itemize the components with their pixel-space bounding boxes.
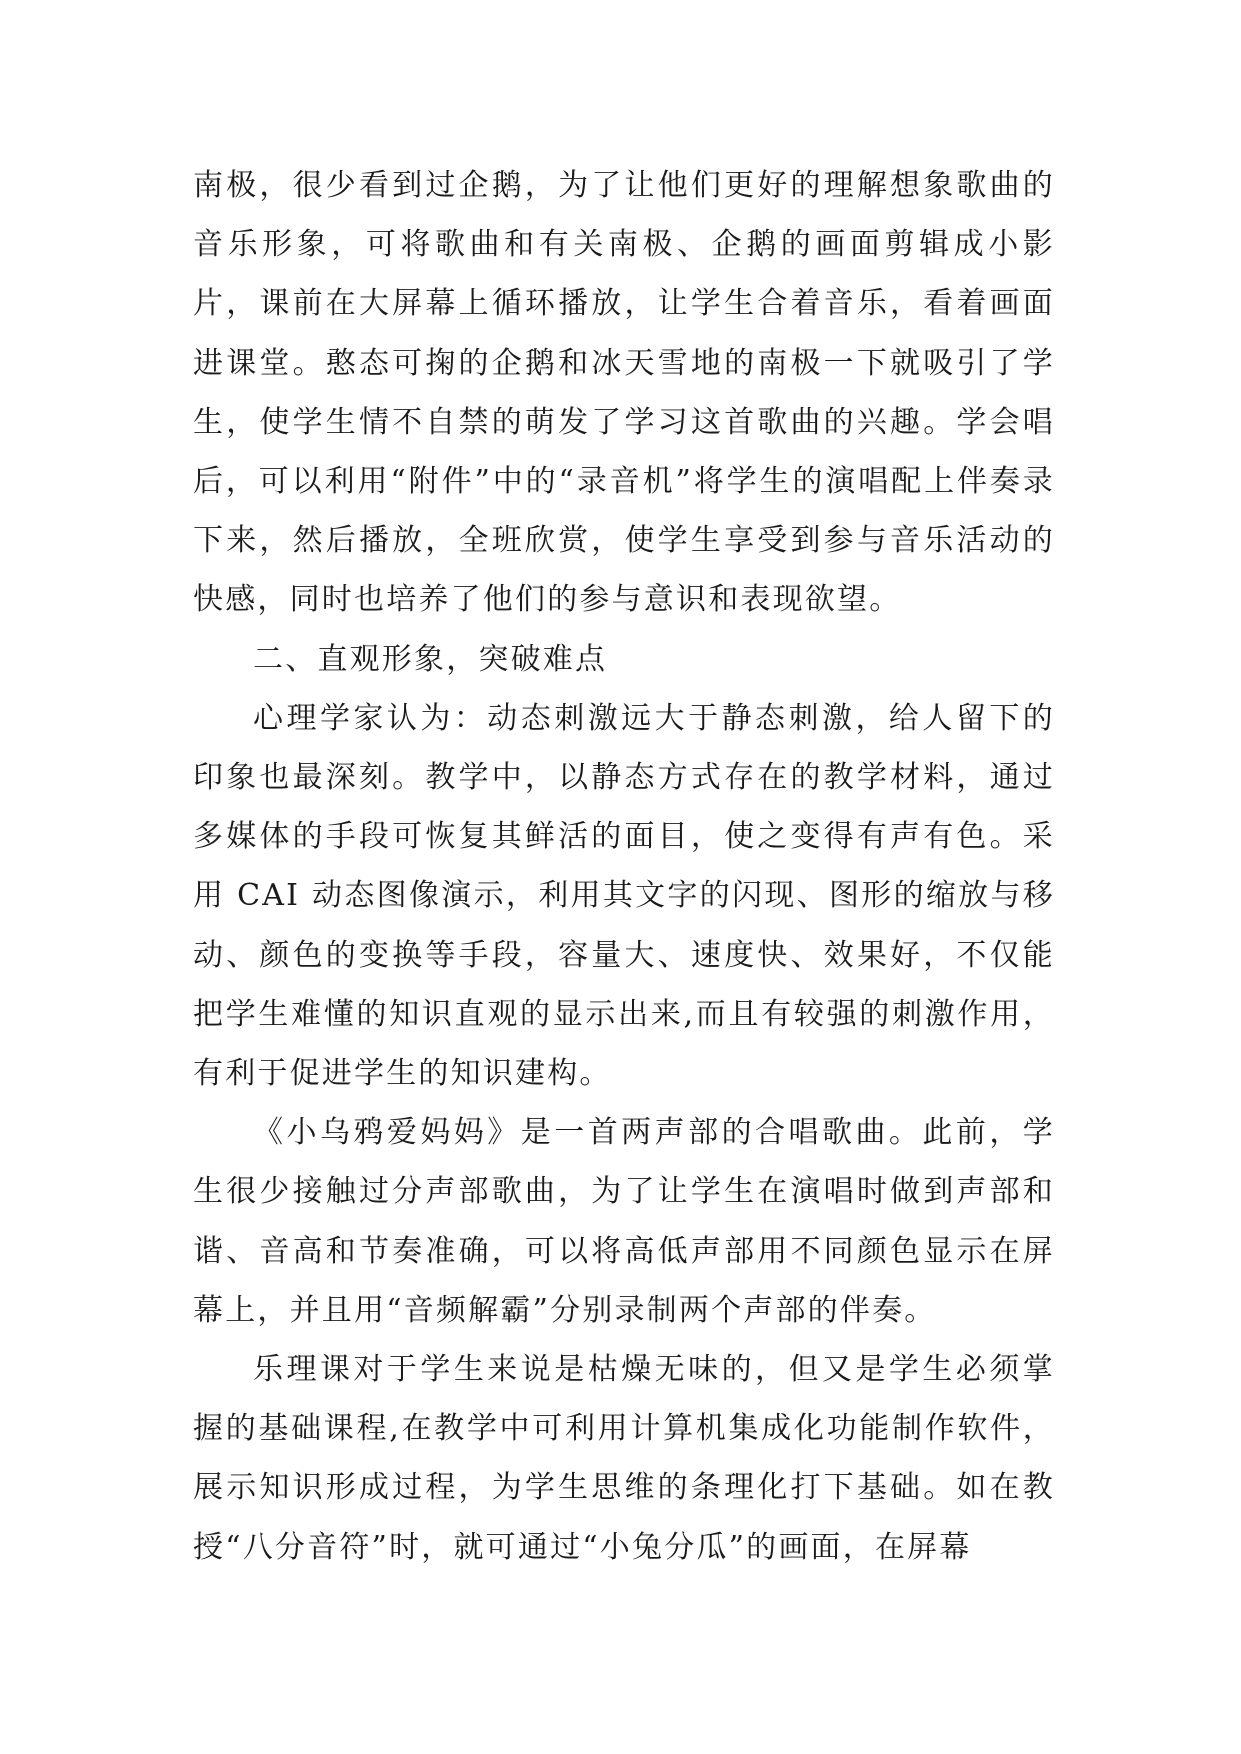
paragraph-music-theory: 乐理课对于学生来说是枯燥无味的，但又是学生必须掌握的基础课程,在教学中可利用计算机集成化功能制作软件，展示知识形成过程，为学生思维的条理化打下基础。如在教授“八分音符”时，就可通过“小兔分瓜”的画面，在屏幕 [193, 1352, 1055, 1565]
paragraph-continuation: 南极，很少看到过企鹅，为了让他们更好的理解想象歌曲的音乐形象，可将歌曲和有关南极、企鹅的画面剪辑成小影片，课前在大屏幕上循环播放，让学生合着音乐，看着画面进课堂。憨态可掬的企鹅和冰天雪地的南极一下就吸引了学生，使学生情不自禁的萌发了学习这首歌曲的兴趣。学会唱后，可以利用“附件”中的“录音机”将学生的演唱配上伴奏录下来，然后播放，全班欣赏，使学生享受到参与音乐活动的快感，同时也培养了他们的参与意识和表现欲望。 [193, 168, 1055, 618]
section-heading: 二、直观形象，突破难点 [253, 641, 608, 677]
body-text [193, 156, 1055, 1577]
paragraph-psychology: 心理学家认为：动态刺激远大于静态刺激，给人留下的印象也最深刻。教学中，以静态方式存在的教学材料，通过多媒体的手段可恢复其鲜活的面目，使之变得有声有色。采用 CAI 动态图像演示，利用其文字的闪现、图形的缩放与移动、颜色的变换等手段，容量大、速度快、效果好，不仅能把学生难懂的知识直观的显示出来,而且有较强的刺激作用，有利于促进学生的知识建构。 [193, 700, 1055, 1092]
paragraph-song-example: 《小乌鸦爱妈妈》是一首两声部的合唱歌曲。此前，学生很少接触过分声部歌曲，为了让学生在演唱时做到声部和谐、音高和节奏准确，可以将高低声部用不同颜色显示在屏幕上，并且用“音频解霸”分别录制两个声部的伴奏。 [193, 1115, 1055, 1328]
